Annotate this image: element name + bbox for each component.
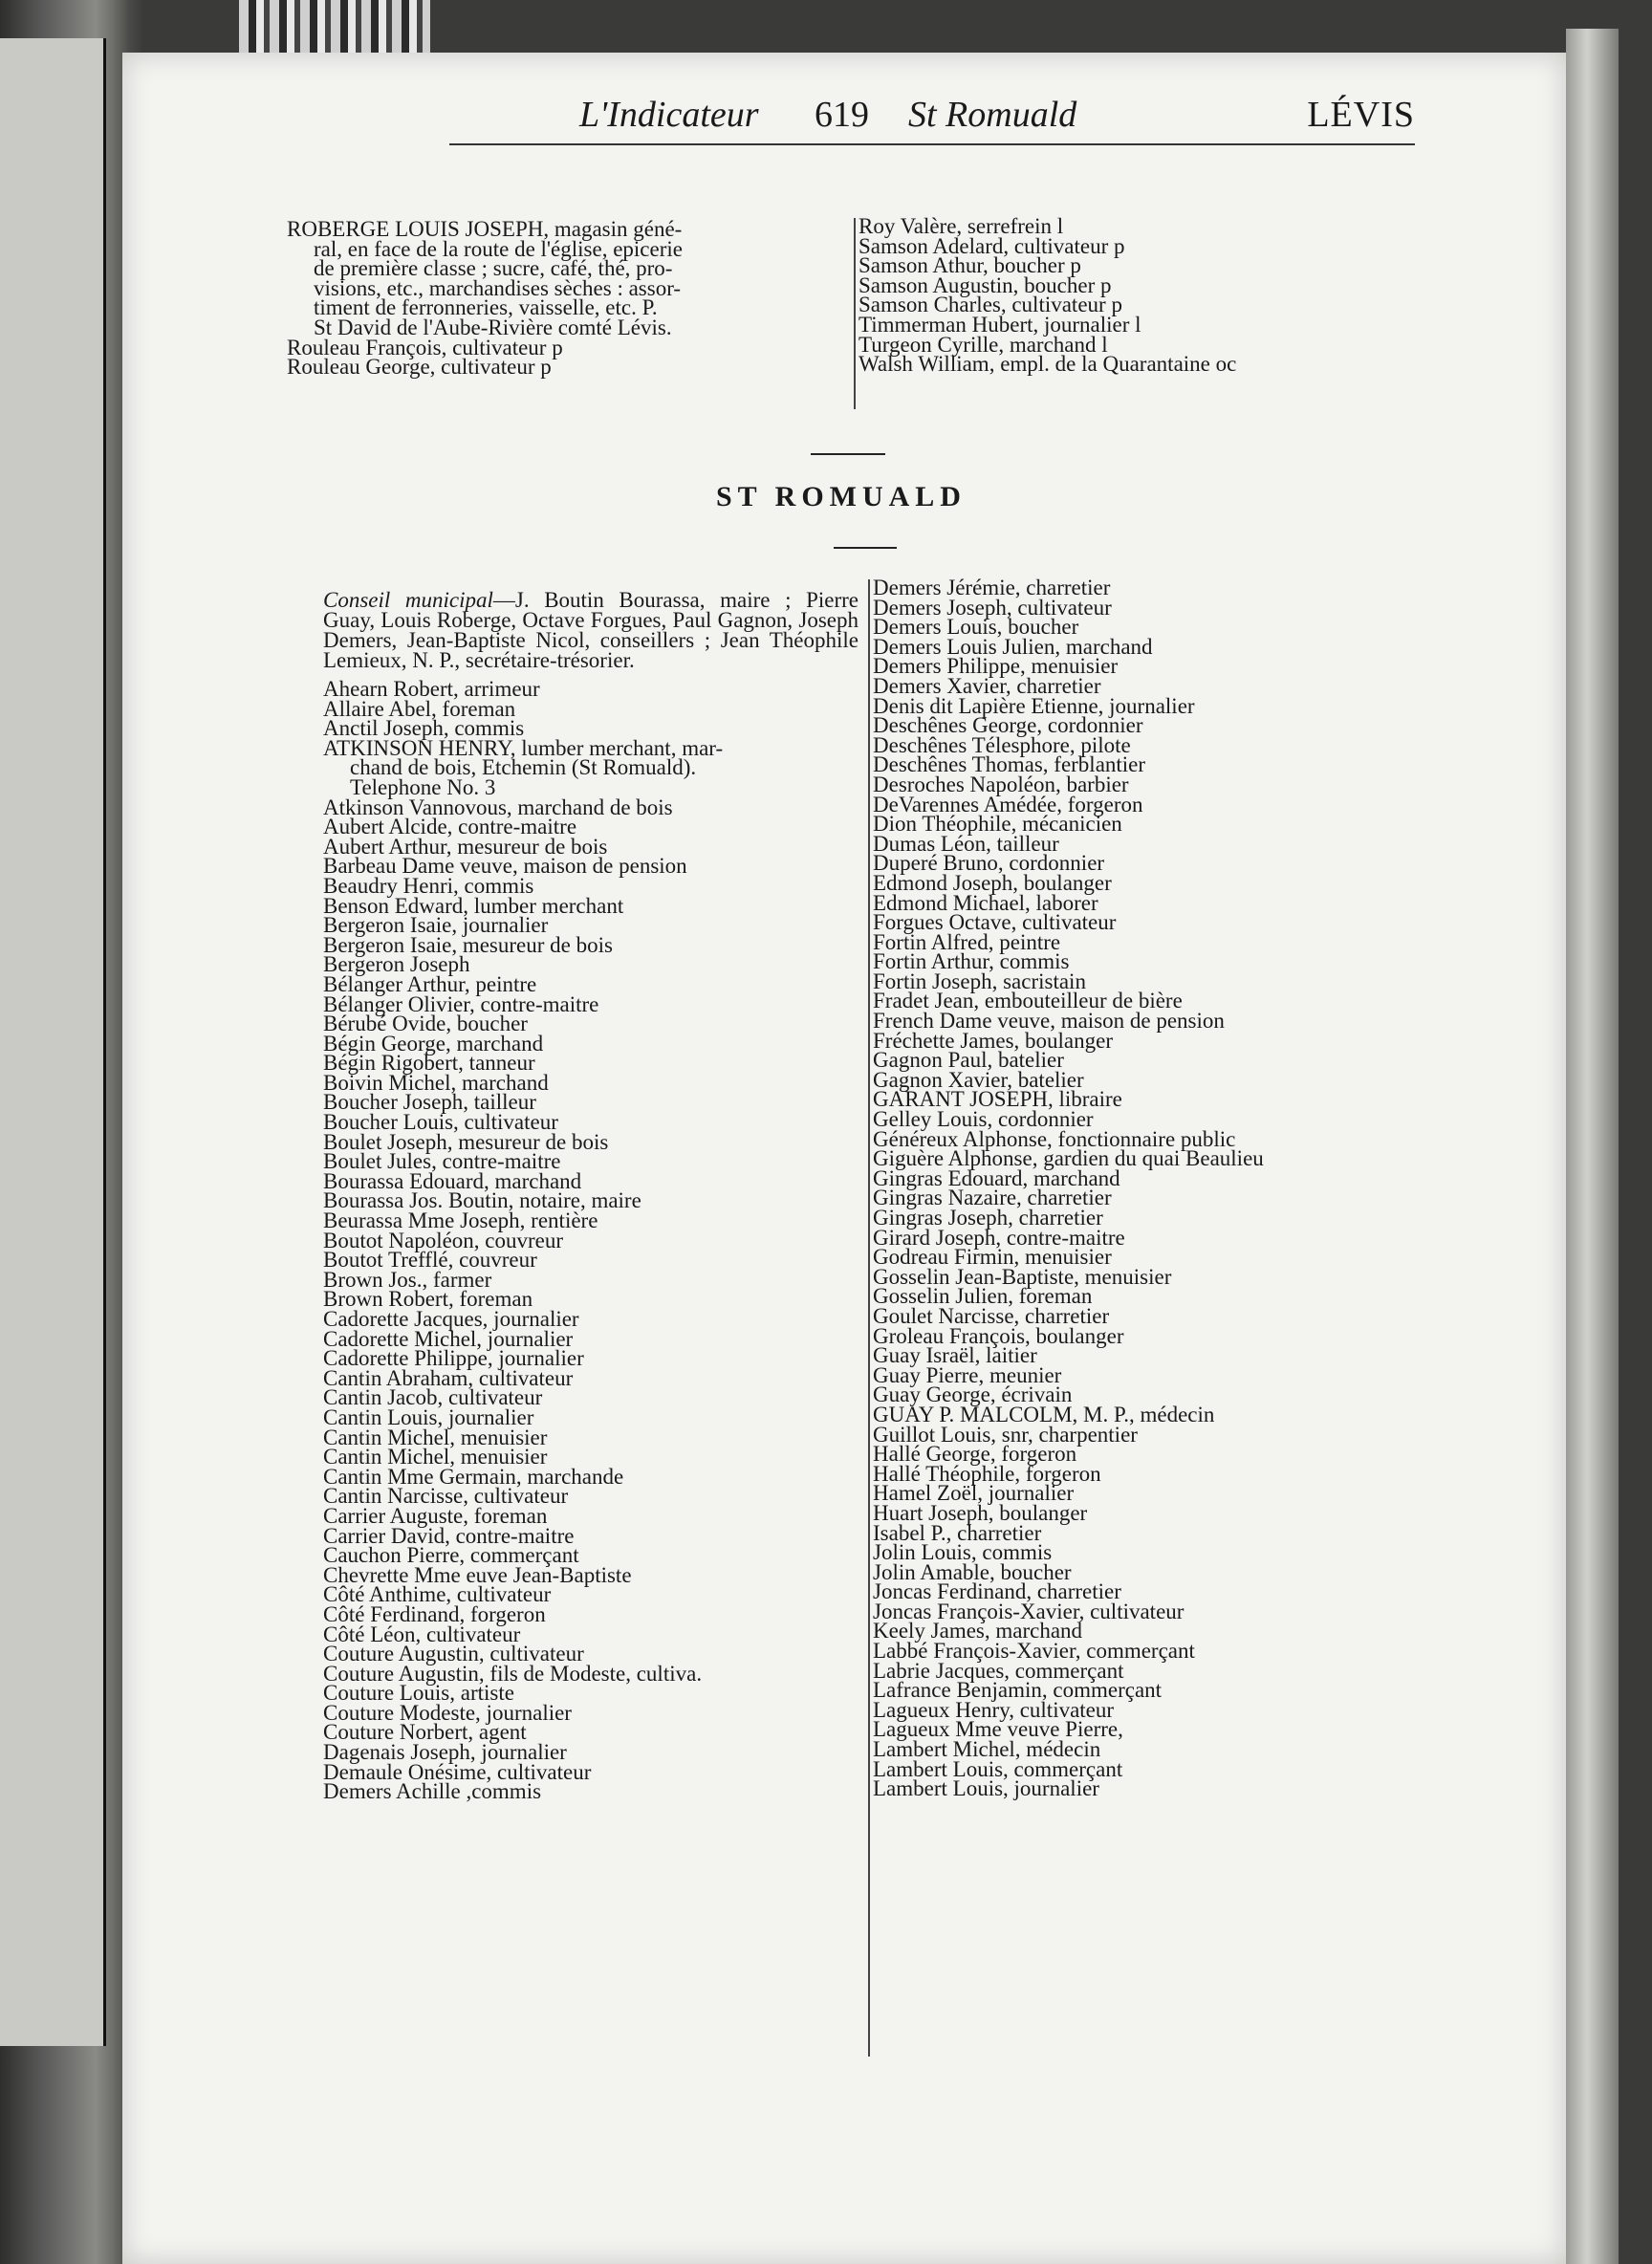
directory-entry: Timmerman Hubert, journalier l	[859, 312, 1141, 337]
directory-entry: Jolin Amable, boucher	[873, 1559, 1072, 1584]
directory-entry: Lambert Louis, journalier	[873, 1776, 1099, 1801]
directory-entry: Keely James, marchand	[873, 1619, 1083, 1644]
directory-entry: Lambert Michel, médecin	[873, 1737, 1101, 1762]
directory-entry: Godreau Firmin, menuisier	[873, 1245, 1112, 1270]
directory-entry: Gingras Nazaire, charretier	[873, 1186, 1112, 1210]
directory-entry: Couture Louis, artiste	[323, 1681, 514, 1706]
directory-entry: Lafrance Benjamin, commerçant	[873, 1678, 1163, 1703]
directory-entry: Boucher Joseph, tailleur	[323, 1090, 536, 1115]
directory-entry: Giguère Alphonse, gardien du quai Beaulieu	[873, 1146, 1264, 1171]
previous-section-left-column	[287, 217, 860, 380]
directory-entry: Lagueux Mme veuve Pierre,	[873, 1717, 1123, 1742]
directory-entry-continuation: timent de ferronneries, vaisselle, etc. P.	[314, 295, 658, 320]
facing-page-edge	[0, 38, 106, 2046]
directory-entry: Gagnon Xavier, batelier	[873, 1067, 1084, 1092]
directory-entry: Guay Israël, laitier	[873, 1343, 1037, 1368]
directory-entry: Demers Louis Julien, marchand	[873, 634, 1153, 659]
directory-entry: Boulet Joseph, mesureur de bois	[323, 1129, 609, 1154]
directory-entry: Joncas Ferdinand, charretier	[873, 1579, 1121, 1604]
publication-title: L'Indicateur	[579, 95, 759, 135]
directory-entry-continuation: St David de l'Aube-Rivière comté Lévis.	[314, 315, 672, 339]
directory-entry: Fortin Alfred, peintre	[873, 929, 1061, 954]
directory-entry: Goulet Narcisse, charretier	[873, 1303, 1110, 1328]
directory-entry: Groleau François, boulanger	[873, 1323, 1124, 1348]
directory-entry: Généreux Alphonse, fonctionnaire public	[873, 1126, 1236, 1151]
directory-entry: Demers Philippe, menuisier	[873, 654, 1119, 679]
directory-entry: Forgues Octave, cultivateur	[873, 910, 1117, 935]
directory-entry: Guay George, écrivain	[873, 1382, 1073, 1407]
directory-entry: Bourassa Jos. Boutin, notaire, maire	[323, 1188, 641, 1213]
directory-entry: Chevrette Mme euve Jean-Baptiste	[323, 1562, 632, 1587]
directory-entry: Bergeron Isaie, journalier	[323, 913, 549, 938]
directory-entry: Walsh William, empl. de la Quarantaine oc	[859, 352, 1237, 377]
directory-entry: Couture Augustin, fils de Modeste, cultiva.	[323, 1661, 703, 1686]
directory-entry: Dion Théophile, mécanicien	[873, 812, 1122, 837]
directory-entry: Cauchon Pierre, commerçant	[323, 1543, 579, 1568]
directory-entry: Bourassa Edouard, marchand	[323, 1168, 582, 1193]
directory-entry: Ahearn Robert, arrimeur	[323, 677, 540, 701]
directory-entry: Duperé Bruno, cordonnier	[873, 851, 1105, 876]
directory-entry: Fréchette James, boulanger	[873, 1028, 1113, 1053]
directory-entry: Joncas François-Xavier, cultivateur	[873, 1599, 1185, 1623]
directory-entry: Jolin Louis, commis	[873, 1540, 1053, 1565]
column-divider	[854, 218, 856, 409]
directory-entry-continuation: chand de bois, Etchemin (St Romuald).	[350, 755, 697, 780]
directory-entry: Samson Adelard, cultivateur p	[859, 233, 1125, 258]
directory-entry: Dumas Léon, tailleur	[873, 831, 1059, 856]
directory-entry: Allaire Abel, foreman	[323, 696, 516, 721]
directory-entry: Labrie Jacques, commerçant	[873, 1658, 1124, 1683]
directory-entry: Boulet Jules, contre-maitre	[323, 1149, 561, 1174]
directory-entry: Rouleau François, cultivateur p	[287, 335, 563, 359]
directory-entry: Demers Achille ,commis	[323, 1779, 542, 1804]
directory-entry: Gingras Joseph, charretier	[873, 1206, 1103, 1230]
binding-tape	[239, 0, 430, 55]
directory-entry: Bergeron Isaie, mesureur de bois	[323, 932, 613, 957]
column-divider-main	[868, 579, 870, 2057]
directory-entry-continuation: ral, en face de la route de l'église, epicerie	[314, 236, 683, 261]
directory-entry: Bélanger Olivier, contre-maitre	[323, 991, 599, 1016]
directory-entry: Girard Joseph, contre-maitre	[873, 1225, 1125, 1250]
directory-entry: Cadorette Michel, journalier	[323, 1326, 574, 1351]
directory-entry: Hallé George, forgeron	[873, 1442, 1077, 1467]
directory-entry: Benson Edward, lumber merchant	[323, 893, 624, 918]
directory-entry: Deschênes Thomas, ferblantier	[873, 752, 1146, 777]
directory-entry: Labbé François-Xavier, commerçant	[873, 1639, 1195, 1664]
directory-entry: Guay Pierre, meunier	[873, 1362, 1062, 1387]
directory-entry: Anctil Joseph, commis	[323, 716, 525, 741]
directory-entry: Bélanger Arthur, peintre	[323, 971, 537, 996]
directory-entry: Gosselin Jean-Baptiste, menuisier	[873, 1264, 1172, 1289]
directory-entry: Demaule Onésime, cultivateur	[323, 1759, 592, 1784]
directory-entry: Boutot Trefflé, couvreur	[323, 1248, 537, 1273]
directory-entry: ROBERGE LOUIS JOSEPH, magasin géné-	[287, 217, 683, 241]
directory-entry: French Dame veuve, maison de pension	[873, 1009, 1225, 1034]
council-paragraph	[323, 590, 859, 670]
directory-entry: Cantin Michel, menuisier	[323, 1445, 548, 1469]
directory-entry-continuation: Telephone No. 3	[350, 774, 496, 799]
directory-entry: Lagueux Henry, cultivateur	[873, 1697, 1115, 1722]
directory-entry: Bégin George, marchand	[323, 1031, 544, 1056]
directory-entry: Couture Modeste, journalier	[323, 1700, 572, 1725]
main-left-column	[323, 590, 897, 1802]
directory-entry: Roy Valère, serrefrein l	[859, 214, 1064, 238]
directory-entry: Côté Léon, cultivateur	[323, 1622, 521, 1646]
directory-entry: Fradet Jean, embouteilleur de bière	[873, 989, 1183, 1013]
directory-entry: Cadorette Jacques, journalier	[323, 1307, 579, 1331]
directory-entry: Fortin Arthur, commis	[873, 949, 1070, 974]
directory-entry: Couture Norbert, agent	[323, 1720, 527, 1745]
directory-entry-continuation: de première classe ; sucre, café, thé, pro-	[314, 256, 673, 281]
directory-entry: Cantin Louis, journalier	[323, 1404, 534, 1429]
directory-entry: Cantin Narcisse, cultivateur	[323, 1484, 569, 1509]
directory-entry: Gosselin Julien, foreman	[873, 1284, 1093, 1309]
directory-entry: Cadorette Philippe, journalier	[323, 1346, 584, 1371]
directory-entry: Demers Joseph, cultivateur	[873, 595, 1112, 620]
directory-entry: Isabel P., charretier	[873, 1520, 1042, 1545]
directory-entry: Cantin Abraham, cultivateur	[323, 1365, 574, 1390]
section-rule-top	[811, 453, 885, 455]
directory-entry: Rouleau George, cultivateur p	[287, 355, 552, 380]
directory-entry: Hamel Zoël, journalier	[873, 1481, 1075, 1506]
left-entry-list	[323, 677, 897, 1804]
page-number: 619	[815, 95, 869, 135]
directory-entry: Deschênes Télesphore, pilote	[873, 732, 1131, 757]
directory-entry: Hallé Théophile, forgeron	[873, 1461, 1101, 1486]
directory-entry: Lambert Louis, commerçant	[873, 1756, 1123, 1781]
directory-entry: Gagnon Paul, batelier	[873, 1048, 1064, 1073]
running-header	[449, 86, 1415, 145]
directory-entry: GUAY P. MALCOLM, M. P., médecin	[873, 1402, 1215, 1426]
directory-entry: Huart Joseph, boulanger	[873, 1500, 1088, 1525]
directory-entry: Samson Augustin, boucher p	[859, 272, 1112, 297]
directory-entry: GARANT JOSEPH, libraire	[873, 1087, 1122, 1112]
directory-entry: Aubert Alcide, contre-maitre	[323, 815, 577, 839]
directory-entry: DeVarennes Amédée, forgeron	[873, 792, 1143, 816]
council-text: —J. Boutin Bourassa, maire ; Pierre Guay, Louis Roberge, Octave Forgues, Paul Gagnon, Joseph Demers, Jean-Baptiste Nicol, conseillers ; Jean Théophile Lemieux, N. P., secrétaire-trésorier.	[323, 588, 859, 672]
main-right-column	[873, 578, 1466, 1799]
directory-entry: Brown Robert, foreman	[323, 1287, 533, 1312]
directory-entry: Aubert Arthur, mesureur de bois	[323, 834, 608, 859]
section-title: ST ROMUALD	[716, 481, 967, 512]
directory-entry: Boutot Napoléon, couvreur	[323, 1228, 564, 1252]
directory-entry: Dagenais Joseph, journalier	[323, 1740, 567, 1765]
directory-entry: Beurassa Mme Joseph, rentière	[323, 1208, 598, 1233]
directory-entry: Samson Charles, cultivateur p	[859, 293, 1122, 317]
directory-entry: Gelley Louis, cordonnier	[873, 1107, 1094, 1132]
directory-entry: Brown Jos., farmer	[323, 1267, 492, 1292]
directory-entry: Demers Xavier, charretier	[873, 673, 1101, 698]
directory-entry: Edmond Michael, laborer	[873, 890, 1098, 915]
directory-entry: Boucher Louis, cultivateur	[323, 1110, 558, 1135]
directory-entry: Edmond Joseph, boulanger	[873, 870, 1112, 895]
directory-entry: ATKINSON HENRY, lumber merchant, mar-	[323, 735, 724, 760]
council-label: Conseil municipal	[323, 588, 493, 612]
directory-entry-continuation: visions, etc., marchandises sèches : assor-	[314, 275, 682, 300]
directory-entry: Demers Jérémie, charretier	[873, 576, 1111, 599]
directory-entry: Bégin Rigobert, tanneur	[323, 1051, 535, 1076]
directory-entry: Boivin Michel, marchand	[323, 1070, 549, 1095]
directory-entry: Atkinson Vannovous, marchand de bois	[323, 795, 673, 819]
directory-entry: Turgeon Cyrille, marchand l	[859, 332, 1108, 357]
directory-entry: Carrier David, contre-maitre	[323, 1523, 575, 1548]
section-rule-bottom	[834, 547, 897, 549]
directory-entry: Demers Louis, boucher	[873, 615, 1079, 640]
directory-entry: Cantin Jacob, cultivateur	[323, 1385, 543, 1410]
directory-entry: Carrier Auguste, foreman	[323, 1503, 548, 1528]
directory-entry: Côté Anthime, cultivateur	[323, 1582, 552, 1607]
directory-entry: Gingras Edouard, marchand	[873, 1165, 1120, 1190]
previous-section-right-column	[859, 214, 1423, 377]
header-place: St Romuald	[908, 95, 1077, 135]
directory-entry: Denis dit Lapière Etienne, journalier	[873, 693, 1195, 718]
directory-entry: Guillot Louis, snr, charpentier	[873, 1422, 1138, 1447]
directory-entry: Samson Athur, boucher p	[859, 253, 1081, 278]
directory-entry: Cantin Michel, menuisier	[323, 1425, 548, 1449]
directory-entry: Fortin Joseph, sacristain	[873, 969, 1086, 993]
directory-entry: Cantin Mme Germain, marchande	[323, 1464, 624, 1489]
directory-entry: Barbeau Dame veuve, maison de pension	[323, 854, 687, 879]
directory-entry: Côté Ferdinand, forgeron	[323, 1601, 546, 1626]
directory-entry: Couture Augustin, cultivateur	[323, 1642, 584, 1666]
directory-entry: Desroches Napoléon, barbier	[873, 772, 1129, 796]
directory-entry: Beaudry Henri, commis	[323, 873, 534, 898]
header-county: LÉVIS	[1307, 95, 1415, 135]
directory-entry: Deschênes George, cordonnier	[873, 713, 1143, 738]
directory-entry: Bergeron Joseph	[323, 952, 470, 977]
directory-entry: Bérubé Ovide, boucher	[323, 1012, 528, 1036]
page-stack-edge	[1566, 29, 1619, 2264]
